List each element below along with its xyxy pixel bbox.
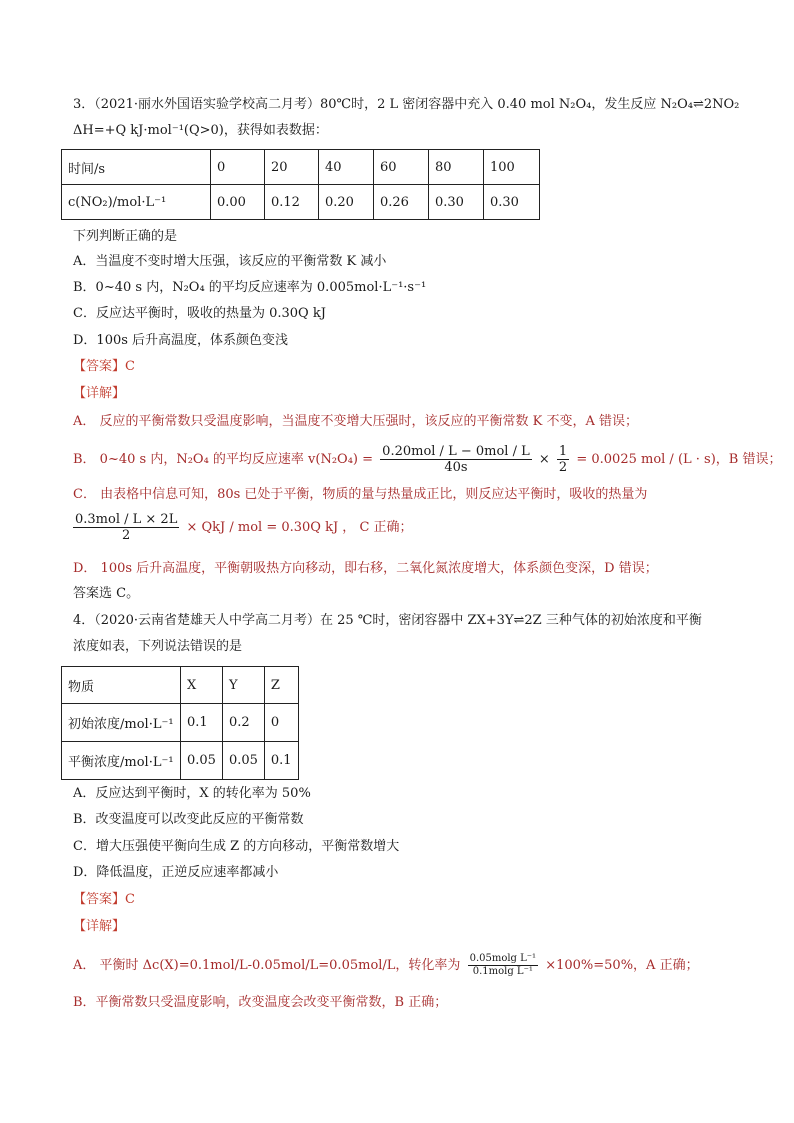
q3-exp-b-fraction	[380, 444, 532, 475]
q4-table-cell: 0.1	[264, 742, 298, 780]
q3-table-cell: 80	[429, 150, 484, 185]
q4-header-line2: 浓度如表，下列说法错误的是	[73, 639, 243, 654]
q4-table-cell: X	[181, 667, 223, 704]
q3-option-a: A．当温度不变时增大压强，该反应的平衡常数 K 减小	[73, 254, 387, 269]
q3-table-cell: c(NO₂)/mol·L⁻¹	[62, 185, 211, 220]
q3-table-cell: 0.30	[429, 185, 484, 220]
fraction-numerator: 0.05molg L⁻¹	[469, 953, 537, 964]
q3-exp-b-half	[557, 444, 569, 475]
q3-table-cell: 40	[319, 150, 374, 185]
q3-final-answer: 答案选 C。	[73, 586, 140, 601]
q3-option-b: B．0~40 s 内，N₂O₄ 的平均反应速率为 0.005mol·L⁻¹·s⁻¹	[73, 280, 427, 295]
q4-table-cell: Z	[264, 667, 298, 704]
q4-exp-a-text: A． 平衡时 Δc(X)=0.1mol/L-0.05mol/L=0.05mol/L，转化率为	[73, 958, 461, 973]
q3-table-cell: 时间/s	[62, 150, 211, 185]
q3-table-cell: 0.12	[265, 185, 319, 220]
times-sign: ×	[538, 452, 550, 467]
q4-answer: 【答案】C	[73, 892, 135, 907]
fraction-denominator: 2	[122, 528, 131, 543]
q4-option-c: C．增大压强使平衡向生成 Z 的方向移动，平衡常数增大	[73, 839, 400, 854]
q3-answer: 【答案】C	[73, 359, 135, 374]
fraction-numerator: 1	[558, 444, 568, 459]
fraction-denominator: 2	[558, 460, 568, 475]
q4-table-cell: Y	[222, 667, 264, 704]
q3-stem: 下列判断正确的是	[73, 229, 178, 244]
q4-table-row	[62, 742, 299, 780]
q4-data-table	[61, 666, 299, 780]
q3-data-table	[61, 149, 540, 220]
fraction-denominator: 0.1molg L⁻¹	[472, 966, 533, 977]
fraction-numerator: 0.20mol / L − 0mol / L	[382, 444, 530, 459]
q4-table-cell: 初始浓度/mol·L⁻¹	[62, 704, 181, 742]
q4-table-cell: 0.05	[181, 742, 223, 780]
q3-exp-c-result: × QkJ / mol = 0.30Q kJ ， C 正确；	[186, 520, 413, 535]
q3-table-cell: 60	[374, 150, 429, 185]
q3-table-cell: 0.30	[484, 185, 540, 220]
q3-explanation-b	[73, 444, 781, 476]
q4-table-cell: 平衡浓度/mol·L⁻¹	[62, 742, 181, 780]
q3-table-cell: 0.26	[374, 185, 429, 220]
q4-table-cell: 0.1	[181, 704, 223, 742]
q4-table-row	[62, 667, 299, 704]
q4-header-line1: 4．（2020·云南省楚雄天人中学高二月考）在 25 ℃时，密闭容器中 ZX+3Y⇌2Z 三种气体的初始浓度和平衡	[73, 613, 702, 628]
q3-explanation-c-line2	[73, 512, 413, 544]
q4-option-d: D．降低温度，正逆反应速率都减小	[73, 865, 279, 880]
q4-exp-a-fraction	[468, 953, 538, 978]
q4-table-cell: 0.2	[222, 704, 264, 742]
q4-table-cell: 物质	[62, 667, 181, 704]
q3-table-cell: 0	[211, 150, 265, 185]
q4-option-b: B．改变温度可以改变此反应的平衡常数	[73, 812, 304, 827]
q4-detail-heading: 【详解】	[73, 919, 126, 934]
q4-explanation-b: B．平衡常数只受温度影响，改变温度会改变平衡常数，B 正确；	[73, 995, 448, 1010]
q3-exp-b-result: = 0.0025 mol / (L · s)，B 错误；	[576, 452, 782, 467]
q3-option-d: D．100s 后升高温度，体系颜色变浅	[73, 333, 289, 348]
q4-table-cell: 0.05	[222, 742, 264, 780]
q4-table-row	[62, 704, 299, 742]
q3-header-line2: ΔH=+Q kJ·mol⁻¹(Q>0)，获得如表数据：	[73, 123, 328, 138]
q3-table-cell: 20	[265, 150, 319, 185]
fraction-denominator: 40s	[444, 460, 468, 475]
q3-header-line1: 3．（2021·丽水外国语实验学校高二月考）80℃时，2 L 密闭容器中充入 0.40 mol N₂O₄，发生反应 N₂O₄⇌2NO₂	[73, 97, 740, 112]
q3-option-c: C．反应达平衡时，吸收的热量为 0.30Q kJ	[73, 306, 326, 321]
q3-table-cell: 0.20	[319, 185, 374, 220]
q3-explanation-a: A． 反应的平衡常数只受温度影响，当温度不变增大压强时，该反应的平衡常数 K 不变，A 错误；	[73, 414, 639, 429]
q3-exp-c-fraction	[73, 512, 179, 543]
q3-explanation-c-line1: C． 由表格中信息可知，80s 已处于平衡，物质的量与热量成正比，则反应达平衡时，吸收的热量为	[73, 487, 648, 502]
q4-exp-a-result: ×100%=50%，A 正确；	[545, 958, 699, 973]
q4-option-a: A．反应达到平衡时，X 的转化率为 50%	[73, 786, 311, 801]
fraction-numerator: 0.3mol / L × 2L	[75, 512, 178, 527]
q4-table-cell: 0	[264, 704, 298, 742]
q3-explanation-d: D． 100s 后升高温度，平衡朝吸热方向移动，即右移，二氧化氮浓度增大，体系颜色变深，D 错误；	[73, 561, 658, 576]
q3-table-row	[62, 150, 540, 185]
q3-exp-b-text: B． 0~40 s 内，N₂O₄ 的平均反应速率 v(N₂O₄) =	[73, 452, 374, 467]
q4-explanation-a	[73, 950, 699, 982]
q3-table-row	[62, 185, 540, 220]
q3-table-cell: 0.00	[211, 185, 265, 220]
q3-table-cell: 100	[484, 150, 540, 185]
q3-detail-heading: 【详解】	[73, 386, 126, 401]
